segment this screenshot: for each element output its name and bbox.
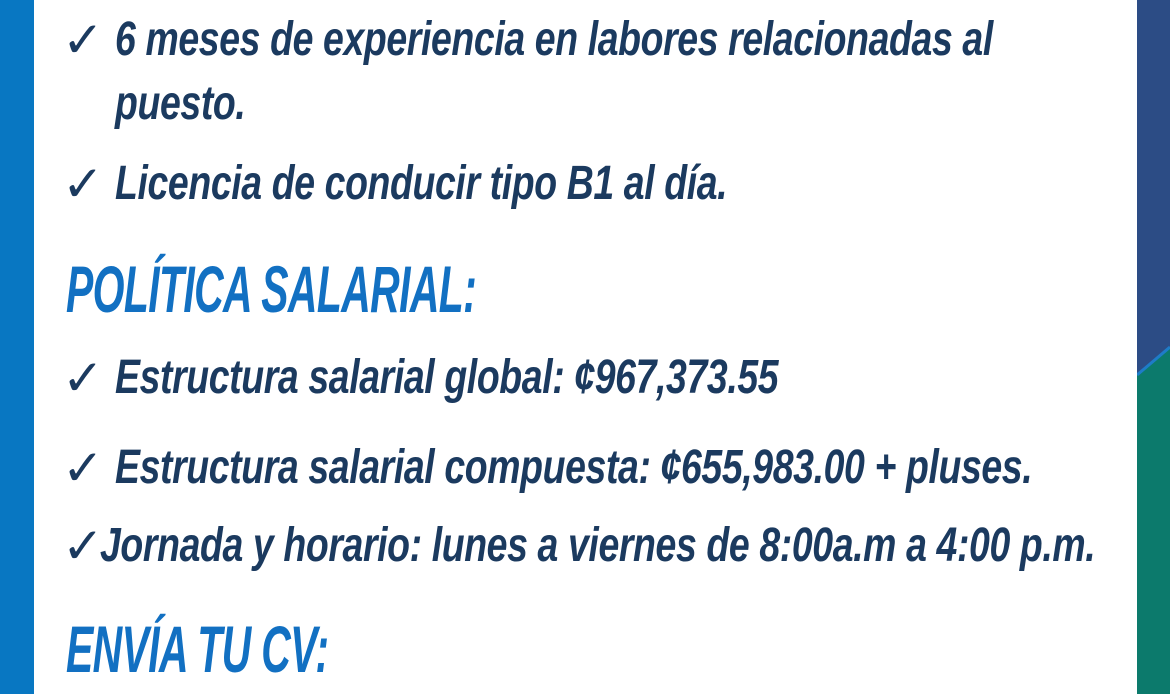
- checkmark-icon: ✓: [62, 11, 104, 69]
- salary-policy-heading-text: POLÍTICA SALARIAL:: [66, 252, 477, 326]
- salary-item-schedule: [60, 514, 1170, 578]
- checkmark-icon: ✓: [62, 349, 104, 407]
- requirement-text: 6 meses de experiencia en labores relacionadas al puesto.: [115, 13, 993, 130]
- salary-item-text: Jornada y horario: lunes a viernes de 8:00a.m a 4:00 p.m.: [100, 519, 1096, 572]
- salary-item-global: [60, 346, 965, 410]
- salary-item-text: Estructura salarial global: ¢967,373.55: [115, 351, 779, 404]
- checkmark-icon: ✓: [62, 439, 104, 497]
- salary-item-text: Estructura salarial compuesta: ¢655,983.00 + pluses.: [115, 441, 1033, 494]
- checkmark-icon: ✓: [62, 517, 104, 575]
- checkmark-icon: ✓: [62, 155, 104, 213]
- requirement-item-experience: [60, 8, 1170, 136]
- salary-policy-heading: [66, 252, 728, 326]
- send-cv-heading: [66, 612, 489, 686]
- requirement-text: Licencia de conducir tipo B1 al día.: [115, 157, 728, 210]
- left-accent-stripe: [0, 0, 34, 694]
- send-cv-heading-text: ENVÍA TU CV:: [66, 612, 329, 686]
- requirement-item-license: [60, 152, 900, 216]
- salary-item-composite: [60, 436, 1170, 500]
